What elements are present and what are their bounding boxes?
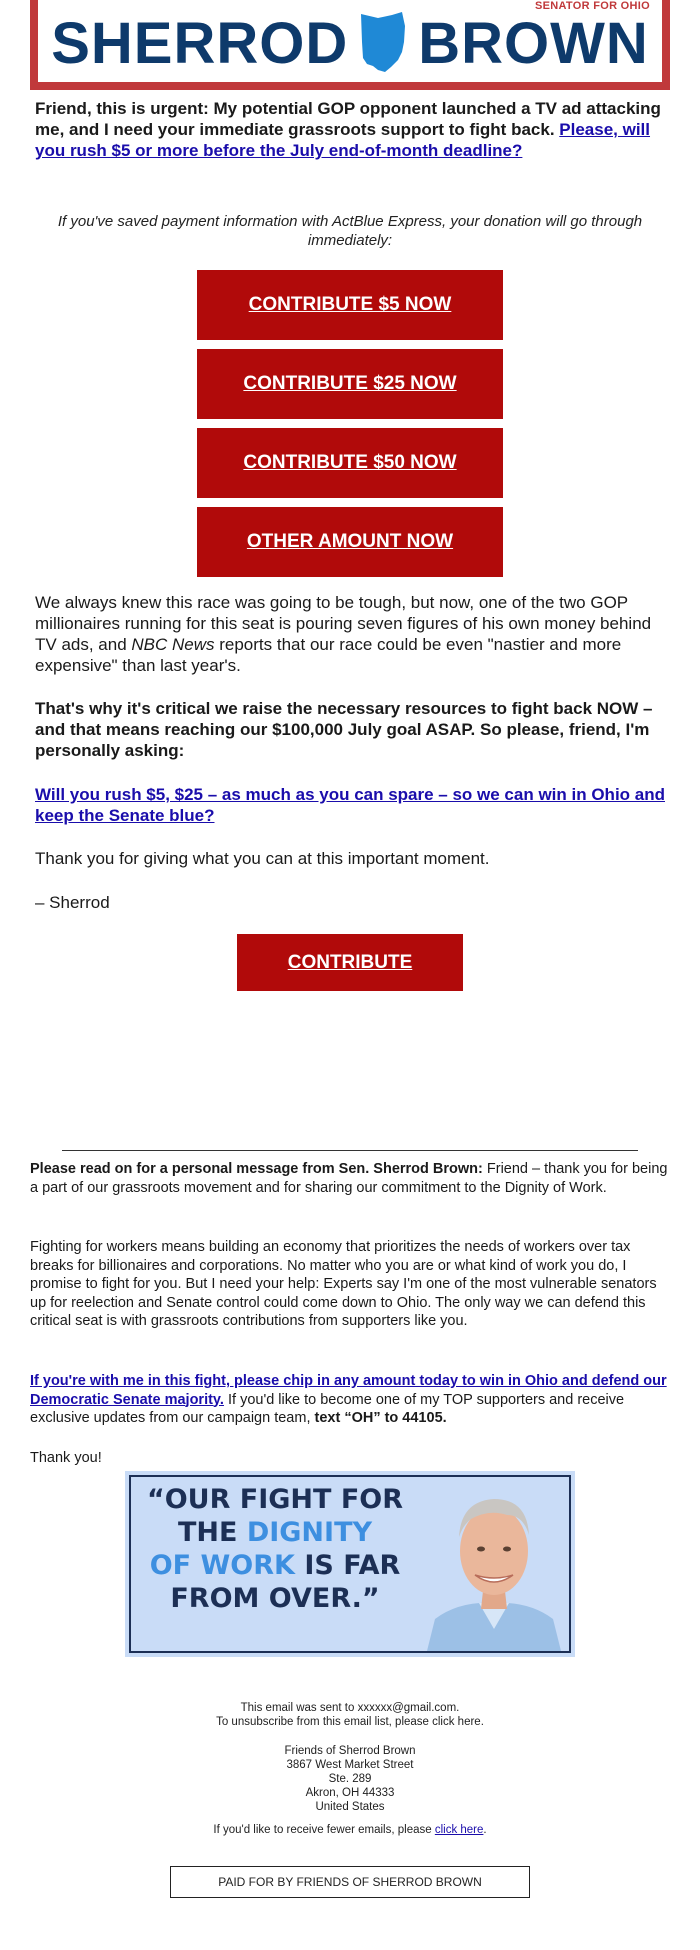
quote-text: THE <box>177 1517 247 1548</box>
intro-paragraph <box>35 98 665 161</box>
personal-message-intro <box>30 1160 670 1197</box>
quote-highlight: DIGNITY <box>246 1517 373 1548</box>
actblue-express-note: If you've saved payment information with ActBlue Express, your donation will go through immediately: <box>57 213 643 249</box>
rush-donation-link[interactable]: Will you rush $5, $25 – as much as you can spare – so we can win in Ohio and keep the Senate blue? <box>35 785 665 825</box>
dignity-of-work-banner[interactable] <box>125 1471 575 1657</box>
logo-last-name: BROWN <box>418 10 649 76</box>
paid-for-disclaimer: PAID FOR BY FRIENDS OF SHERROD BROWN <box>170 1866 530 1898</box>
personal-message-heading: Please read on for a personal message from Sen. Sherrod Brown: <box>30 1161 483 1177</box>
logo-wordmark <box>38 10 662 76</box>
intro-bold-text: Friend, this is urgent: My potential GOP opponent launched a TV ad attacking me, and I need your immediate grassroots support to fight back. <box>35 99 661 139</box>
chip-in-link[interactable]: If you're with me in this fight, please chip in any amount today to win in Ohio and defend our Democratic Senate majority. <box>30 1373 667 1408</box>
signoff: – Sherrod <box>35 893 110 912</box>
news-source: NBC News <box>131 635 215 654</box>
senator-portrait-image <box>419 1479 569 1651</box>
body-paragraph-race <box>35 592 665 676</box>
other-amount-button[interactable]: OTHER AMOUNT NOW <box>197 507 503 577</box>
ohio-state-icon <box>358 12 408 74</box>
body-paragraph-thanks: Thank you for giving what you can at this important moment. <box>35 849 490 868</box>
footer-unsubscribe[interactable]: To unsubscribe from this email list, please click here. <box>216 1716 484 1728</box>
quote-text: IS FAR <box>294 1550 401 1581</box>
footer-street: 3867 West Market Street <box>286 1759 414 1771</box>
logo-first-name: SHERROD <box>51 10 349 76</box>
section-divider <box>62 1150 638 1151</box>
thank-you-text: Thank you! <box>30 1450 102 1466</box>
body-text: We always knew this race was going to be tough, but now, one of the two GOP millionaires running for this seat is pouring seven figures of his own money behind TV ads, and <box>35 593 652 654</box>
intro-donate-link[interactable]: Please, will you rush $5 or more before the July end-of-month deadline? <box>35 120 651 160</box>
quote-line <box>145 1516 405 1549</box>
contribute-button[interactable]: CONTRIBUTE <box>237 934 463 991</box>
footer-org: Friends of Sherrod Brown <box>284 1745 416 1757</box>
chip-in-paragraph <box>30 1372 670 1428</box>
footer-fewer-end: . <box>483 1824 487 1836</box>
quote-line: “OUR FIGHT FOR <box>146 1484 404 1515</box>
footer-city: Akron, OH 44333 <box>305 1787 395 1799</box>
contribute-50-button[interactable]: CONTRIBUTE $50 NOW <box>197 428 503 498</box>
body-paragraph-goal: That's why it's critical we raise the necessary resources to fight back NOW – and that means reaching our $100,000 July goal ASAP. So please, friend, I'm personally asking: <box>35 699 653 760</box>
body-text: reports that our race could be even "nastier and more expensive" than last year's. <box>35 635 622 675</box>
logo-tagline: SENATOR FOR OHIO <box>534 0 650 12</box>
contribute-5-button[interactable]: CONTRIBUTE $5 NOW <box>197 270 503 340</box>
quote-line: FROM OVER.” <box>170 1583 380 1614</box>
body-paragraph-ask <box>35 784 665 826</box>
footer-subscription-info <box>50 1701 650 1729</box>
text-code: text “OH” to 44105. <box>314 1410 447 1426</box>
contribute-25-button[interactable]: CONTRIBUTE $25 NOW <box>197 349 503 419</box>
footer-fewer-emails <box>50 1823 650 1837</box>
quote-line <box>145 1549 405 1582</box>
fewer-emails-link[interactable]: click here <box>434 1824 484 1836</box>
footer-address <box>50 1744 650 1814</box>
footer-suite: Ste. 289 <box>328 1773 372 1785</box>
quote-highlight: OF WORK <box>149 1550 295 1581</box>
chip-in-text: If you'd like to become one of my TOP supporters and receive exclusive updates from our campaign team, <box>30 1391 625 1426</box>
banner-quote <box>145 1483 405 1615</box>
footer-country: United States <box>315 1801 385 1813</box>
personal-message-text: Friend – thank you for being a part of our grassroots movement and for sharing our commitment to the Dignity of Work. <box>30 1161 668 1196</box>
header-logo[interactable] <box>30 0 670 90</box>
footer-sent-to: This email was sent to xxxxxx@gmail.com. <box>240 1702 460 1714</box>
footer-fewer-text: If you'd like to receive fewer emails, please <box>213 1824 435 1836</box>
workers-paragraph: Fighting for workers means building an economy that prioritizes the needs of workers over tax breaks for billionaires and corporations. No matter who you are or what kind of work you do, I promise to fight for you. But I need your help: Experts say I'm one of the most vulnerable senators up for reelection and Senate control could come down to Ohio. The only way we can defend this critical seat is with grassroots contributions from supporters like you. <box>30 1239 657 1329</box>
